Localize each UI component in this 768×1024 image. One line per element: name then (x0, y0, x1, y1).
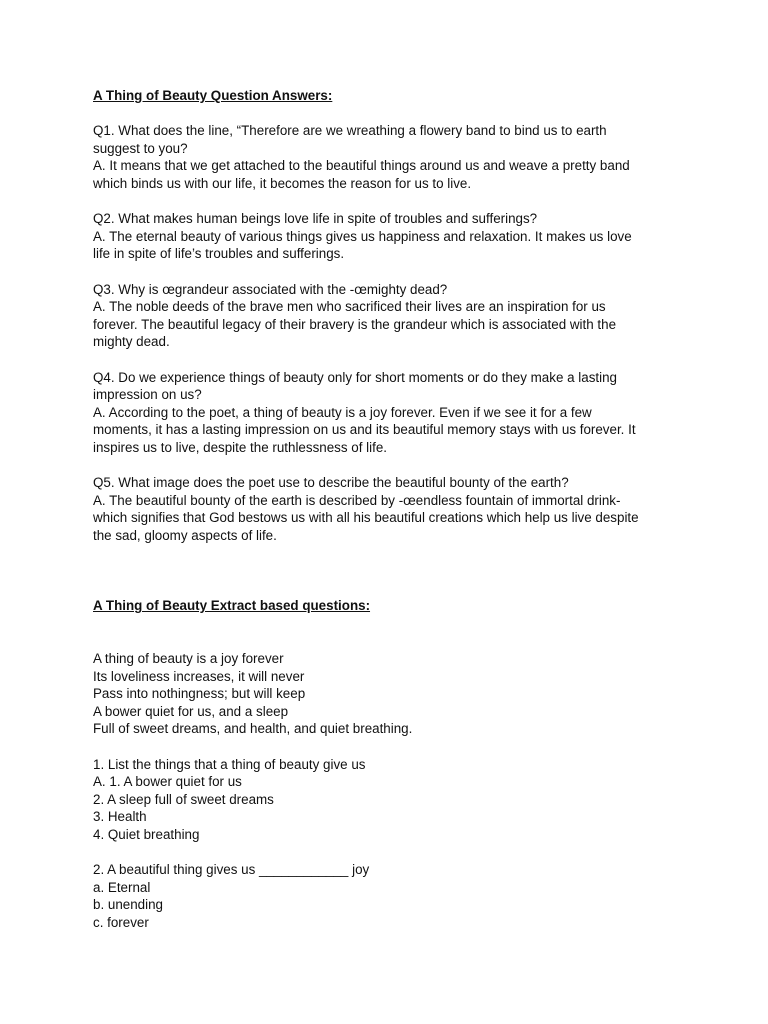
extract-line-2: Its loveliness increases, it will never (93, 668, 305, 684)
answer-4-line-3: inspires us to live, despite the ruthlessness of life. (93, 439, 387, 455)
extract-option-c: c. forever (93, 914, 149, 930)
extract-line-1: A thing of beauty is a joy forever (93, 651, 284, 667)
answer-2-line-2: life in spite of life’s troubles and sufferings. (93, 246, 345, 262)
extract-question-1 (93, 756, 693, 844)
answer-1-line-1: A. It means that we get attached to the beautiful things around us and weave a pretty band (93, 158, 630, 174)
answer-4-line-2: moments, it has a lasting impression on us and its beautiful memory stays with us forever. It (93, 422, 636, 438)
qa-block-1 (93, 122, 693, 192)
extract-line-5: Full of sweet dreams, and health, and quiet breathing. (93, 721, 413, 737)
question-3-line-1: Q3. Why is œgrandeur associated with the -œmighty dead? (93, 281, 448, 297)
extract-question-2-text: 2. A beautiful thing gives us ____________ joy (93, 862, 370, 878)
answer-2-line-1: A. The eternal beauty of various things gives us happiness and relaxation. It makes us love (93, 228, 632, 244)
extract-answer-1-item-1: A. 1. A bower quiet for us (93, 774, 242, 790)
extract-question-2 (93, 861, 693, 931)
question-2-line-1: Q2. What makes human beings love life in spite of troubles and sufferings? (93, 211, 538, 227)
qa-block-5 (93, 474, 693, 544)
question-4-line-1: Q4. Do we experience things of beauty only for short moments or do they make a lasting (93, 369, 617, 385)
extract-answer-1-item-3: 3. Health (93, 809, 147, 825)
answer-5-line-1: A. The beautiful bounty of the earth is described by -œendless fountain of immortal drink- (93, 492, 621, 508)
document-content (93, 87, 693, 932)
answer-3-line-2: forever. The beautiful legacy of their bravery is the grandeur which is associated with the (93, 316, 617, 332)
answer-3-line-1: A. The noble deeds of the brave men who sacrificed their lives are an inspiration for us (93, 299, 606, 315)
poem-extract (93, 650, 693, 738)
answer-4-line-1: A. According to the poet, a thing of beauty is a joy forever. Even if we see it for a few (93, 404, 592, 420)
extract-answer-1-item-2: 2. A sleep full of sweet dreams (93, 791, 274, 807)
question-4-line-2: impression on us? (93, 387, 202, 403)
answer-5-line-3: the sad, gloomy aspects of life. (93, 527, 277, 543)
section-heading-extract-questions: A Thing of Beauty Extract based questions: (93, 598, 371, 614)
qa-block-4 (93, 369, 693, 457)
extract-option-a: a. Eternal (93, 879, 151, 895)
answer-1-line-2: which binds us with our life, it becomes the reason for us to live. (93, 175, 472, 191)
extract-answer-1-item-4: 4. Quiet breathing (93, 826, 200, 842)
extract-question-1-text: 1. List the things that a thing of beauty give us (93, 756, 366, 772)
question-1-line-1: Q1. What does the line, “Therefore are we wreathing a flowery band to bind us to earth (93, 123, 607, 139)
question-1-line-2: suggest to you? (93, 140, 188, 156)
extract-line-3: Pass into nothingness; but will keep (93, 686, 306, 702)
qa-block-2 (93, 210, 693, 263)
extract-line-4: A bower quiet for us, and a sleep (93, 703, 289, 719)
question-5-line-1: Q5. What image does the poet use to describe the beautiful bounty of the earth? (93, 475, 569, 491)
extract-option-b: b. unending (93, 897, 163, 913)
qa-block-3 (93, 281, 693, 351)
answer-5-line-2: which signifies that God bestows us with all his beautiful creations which help us live despite (93, 510, 639, 526)
section-heading-question-answers: A Thing of Beauty Question Answers: (93, 88, 333, 103)
answer-3-line-3: mighty dead. (93, 334, 170, 350)
